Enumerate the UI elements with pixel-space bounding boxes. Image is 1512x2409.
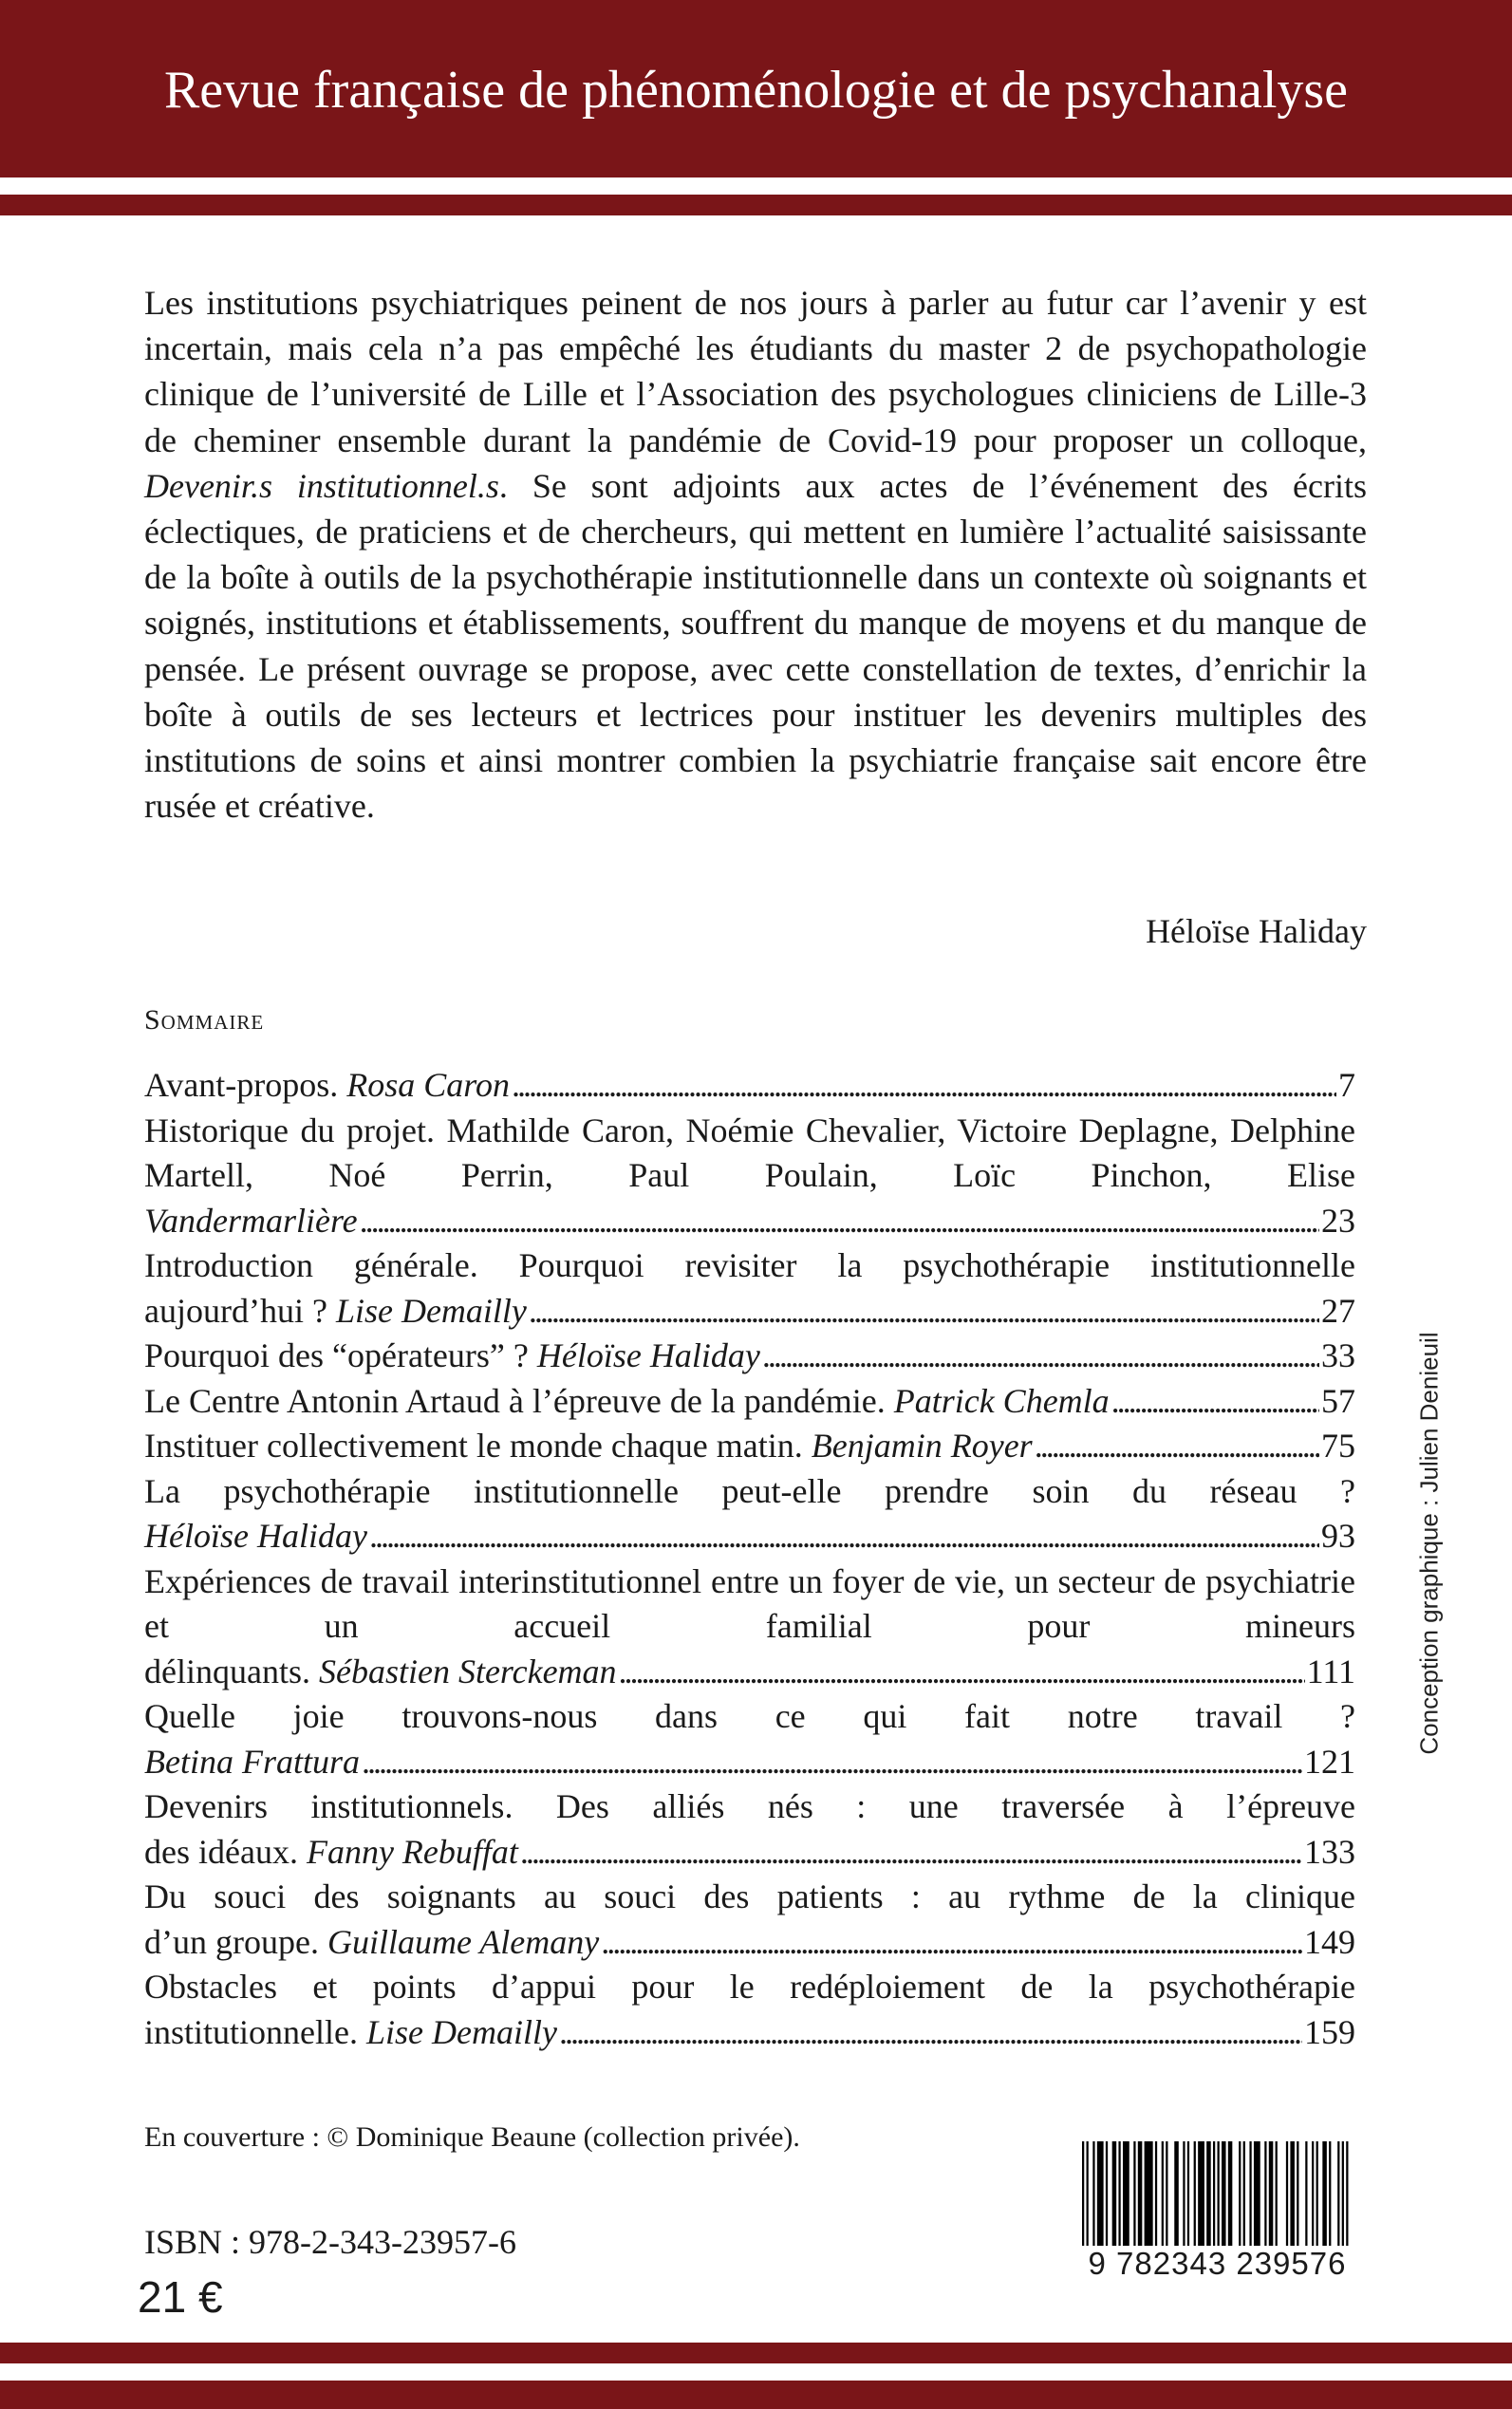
- toc-entry-title: des idéaux.: [144, 1832, 307, 1871]
- barcode-bar: [1087, 2141, 1089, 2253]
- blurb-text-2: . Se sont adjoints aux actes de l’événement des écrits éclectiques, de praticiens et de chercheurs, qui mettent en lumière l’actualité saisissante de la boîte à outils de la psychothérapie institutionnelle dans un contexte où soignants et soignés, institutions et établissements, souffrent du manque de moyens et du manque de pensée. Le présent ouvrage se propose, avec cette constellation de textes, d’enrichir la boîte à outils de ses lecteurs et lectrices pour instituer les devenirs multiples des institutions de soins et ainsi montrer combien la psychiatrie française sait encore être rusée et créative.: [144, 466, 1367, 826]
- toc-entry-text: [144, 1199, 358, 1244]
- toc-entry-text: [144, 1920, 599, 1966]
- toc-entry-author: Sébastien Sterckeman: [318, 1652, 617, 1690]
- toc-entry-author: Rosa Caron: [346, 1066, 510, 1104]
- barcode-bar: [1239, 2141, 1241, 2253]
- toc-entry-line: [144, 1199, 1355, 1244]
- barcode-bar: [1337, 2141, 1339, 2253]
- toc-entry-line: [144, 1334, 1355, 1379]
- toc-entry: [144, 1784, 1355, 1875]
- toc-leader-dots: [520, 1830, 1302, 1876]
- toc-entry-text: [144, 1424, 1033, 1469]
- isbn: ISBN : 978-2-343-23957-6: [144, 2223, 516, 2261]
- barcode-bar: [1123, 2141, 1129, 2253]
- barcode-bar: [1206, 2141, 1211, 2253]
- toc-entry-text: [144, 1063, 510, 1109]
- toc-entry-text: [144, 1379, 1110, 1425]
- toc-entry-heading: Expériences de travail interinstitutionnel entre un foyer de vie, un secteur de psychiatrie et un accueil familial pour mineurs: [144, 1561, 1355, 1645]
- toc-entry-text: [144, 1830, 518, 1876]
- toc-entry-text: [144, 2010, 557, 2056]
- toc-entry-text: [144, 1650, 617, 1695]
- toc-entry-author: Vandermarlière: [144, 1201, 358, 1240]
- barcode-bar: [1145, 2141, 1153, 2253]
- toc-entry-author: Betina Frattura: [144, 1742, 360, 1781]
- barcode-bar: [1106, 2141, 1108, 2253]
- toc-entry-line: [144, 1379, 1355, 1425]
- toc-entry-line: [144, 2010, 1355, 2056]
- toc-page-number: 7: [1338, 1066, 1355, 1104]
- barcode-bar: [1322, 2141, 1327, 2253]
- barcode-bar: [1166, 2141, 1167, 2253]
- toc-entry-line: [144, 1920, 1355, 1966]
- barcode-bar: [1194, 2141, 1196, 2253]
- toc-entry: [144, 1109, 1355, 1244]
- barcode-bar: [1316, 2141, 1318, 2253]
- toc-entry: [144, 1965, 1355, 2055]
- barcode: [1068, 2134, 1367, 2305]
- toc-entry: [144, 1243, 1355, 1334]
- toc-entry: [144, 1379, 1355, 1425]
- toc-entry: [144, 1559, 1355, 1695]
- back-cover-blurb: [144, 280, 1367, 829]
- barcode-bar: [1286, 2141, 1288, 2253]
- toc-entry-line: [144, 1289, 1355, 1335]
- toc-entry-text: [144, 1740, 360, 1785]
- barcode-bars: [1082, 2141, 1353, 2255]
- toc-page-number: 57: [1321, 1381, 1355, 1420]
- toc-entry-line: [144, 1830, 1355, 1876]
- barcode-bar: [1249, 2141, 1251, 2253]
- toc-entry-line: [144, 1650, 1355, 1695]
- barcode-bar: [1269, 2141, 1274, 2253]
- toc-entry-title: aujourd’hui ?: [144, 1291, 336, 1330]
- barcode-bar: [1133, 2141, 1135, 2253]
- barcode-bar: [1290, 2141, 1295, 2253]
- toc-entry-line: [144, 1740, 1355, 1785]
- toc-entry: [144, 1424, 1355, 1469]
- blurb-author: Héloïse Haliday: [1146, 912, 1367, 950]
- toc-leader-dots: [762, 1334, 1319, 1379]
- barcode-bar: [1092, 2141, 1094, 2253]
- footer-divider: [0, 2363, 1512, 2381]
- toc-entry-heading: Historique du projet. Mathilde Caron, Noémie Chevalier, Victoire Deplagne, Delphine Martell, Noé Perrin, Paul Poulain, Loïc Pinchon, Elise: [144, 1111, 1355, 1194]
- barcode-bar: [1254, 2141, 1260, 2253]
- toc-entry-heading: Devenirs institutionnels. Des alliés nés : une traversée à l’épreuve: [144, 1787, 1355, 1825]
- toc-page-number: 27: [1321, 1291, 1355, 1330]
- toc-entry-author: Héloïse Haliday: [536, 1336, 760, 1374]
- toc-entry: [144, 1469, 1355, 1559]
- toc-entry-heading: Quelle joie trouvons-nous dans ce qui fait notre travail ?: [144, 1697, 1355, 1735]
- toc-entry-author: Lise Demailly: [365, 2012, 557, 2051]
- barcode-bar: [1118, 2141, 1120, 2253]
- price: 21 €: [138, 2272, 223, 2322]
- barcode-bar: [1183, 2141, 1185, 2253]
- toc-entry-heading: Du souci des soignants au souci des patients : au rythme de la clinique: [144, 1877, 1355, 1915]
- barcode-bar: [1228, 2141, 1233, 2253]
- toc-entry-author: Guillaume Alemany: [327, 1922, 600, 1961]
- toc-leader-dots: [1111, 1379, 1319, 1425]
- barcode-bar: [1305, 2141, 1307, 2253]
- toc-entry-text: [144, 1514, 367, 1559]
- barcode-bar: [1243, 2141, 1245, 2253]
- barcode-bar: [1346, 2141, 1348, 2253]
- toc-entry-title: Avant-propos.: [144, 1066, 347, 1104]
- barcode-bar: [1097, 2141, 1104, 2253]
- toc-page-number: 111: [1306, 1652, 1355, 1690]
- toc-entry-title: institutionnelle.: [144, 2012, 366, 2051]
- toc-entry-title: délinquants.: [144, 1652, 319, 1690]
- toc-entry-author: Héloïse Haliday: [144, 1517, 367, 1555]
- toc-entry-title: Instituer collectivement le monde chaque matin.: [144, 1427, 812, 1465]
- toc-page-number: 121: [1304, 1742, 1355, 1781]
- barcode-bar: [1297, 2141, 1298, 2253]
- toc-leader-dots: [601, 1920, 1302, 1966]
- barcode-bar: [1218, 2141, 1220, 2253]
- barcode-bar: [1264, 2141, 1266, 2253]
- toc-entry-title: Le Centre Antonin Artaud à l’épreuve de la pandémie.: [144, 1381, 894, 1420]
- toc-entry-author: Patrick Chemla: [893, 1381, 1110, 1420]
- toc-page-number: 149: [1304, 1922, 1355, 1961]
- toc-leader-dots: [369, 1514, 1319, 1559]
- barcode-bar: [1213, 2141, 1215, 2253]
- toc-leader-dots: [512, 1063, 1336, 1109]
- toc-entry-author: Benjamin Royer: [811, 1427, 1033, 1465]
- toc-entry-title: d’un groupe.: [144, 1922, 327, 1961]
- blurb-text-1: Les institutions psychiatriques peinent de nos jours à parler au futur car l’avenir y est incertain, mais cela n’a pas empêché les étudiants du master 2 de psychopathologie clinique de l’université de Lille et l’Association des psychologues cliniciens de Lille-3 de cheminer ensemble durant la pandémie de Covid-19 pour proposer un colloque,: [144, 284, 1367, 459]
- barcode-bar: [1276, 2141, 1278, 2253]
- barcode-bar: [1174, 2141, 1179, 2253]
- footer-band: [0, 2381, 1512, 2409]
- barcode-bar: [1312, 2141, 1314, 2253]
- toc-page-number: 75: [1321, 1427, 1355, 1465]
- header-stripe: [0, 195, 1512, 215]
- toc-page-number: 33: [1321, 1336, 1355, 1374]
- toc-entry: [144, 1063, 1355, 1109]
- barcode-bar: [1138, 2141, 1143, 2253]
- toc-entry-heading: Introduction générale. Pourquoi revisiter la psychothérapie institutionnelle: [144, 1246, 1355, 1284]
- blurb-book-title: Devenir.s institutionnel.s: [144, 466, 499, 505]
- barcode-bar: [1112, 2141, 1117, 2253]
- toc-entry-title: Pourquoi des “opérateurs” ?: [144, 1336, 537, 1374]
- toc-entry-heading: Obstacles et points d’appui pour le redéploiement de la psychothérapie: [144, 1968, 1355, 2006]
- toc-entry-text: [144, 1334, 760, 1379]
- barcode-bar: [1342, 2141, 1344, 2253]
- barcode-bar: [1155, 2141, 1157, 2253]
- toc-page-number: 23: [1321, 1201, 1355, 1240]
- cover-credit: En couverture : © Dominique Beaune (collection privée).: [144, 2121, 800, 2153]
- toc-leader-dots: [362, 1740, 1302, 1785]
- toc-entry-author: Lise Demailly: [335, 1291, 527, 1330]
- toc-leader-dots: [559, 2010, 1302, 2056]
- barcode-bar: [1162, 2141, 1164, 2253]
- graphic-design-text: Conception graphique : Julien Denieuil: [1414, 1332, 1444, 1755]
- toc-entry: [144, 1875, 1355, 1965]
- barcode-digits: 9 782343 239576: [1068, 2246, 1367, 2282]
- barcode-bar: [1198, 2141, 1204, 2253]
- blurb-paragraph: [144, 280, 1367, 829]
- barcode-bar: [1187, 2141, 1189, 2253]
- toc-page-number: 93: [1321, 1517, 1355, 1555]
- toc-entry-line: [144, 1063, 1355, 1109]
- header-divider: [0, 177, 1512, 195]
- journal-title: Revue française de phénoménologie et de psychanalyse: [163, 61, 1349, 120]
- barcode-bar: [1082, 2141, 1084, 2253]
- toc-entry-line: [144, 1514, 1355, 1559]
- table-of-contents: [144, 1063, 1355, 2055]
- toc-leader-dots: [529, 1289, 1319, 1335]
- toc-leader-dots: [360, 1199, 1319, 1244]
- barcode-bar: [1222, 2141, 1226, 2253]
- header-band: [0, 0, 1512, 177]
- toc-entry-text: [144, 1289, 527, 1335]
- toc-page-number: 159: [1304, 2012, 1355, 2051]
- toc-entry-author: Fanny Rebuffat: [306, 1832, 518, 1871]
- barcode-bar: [1329, 2141, 1331, 2253]
- toc-leader-dots: [1035, 1424, 1319, 1469]
- toc-entry-heading: La psychothérapie institutionnelle peut-elle prendre soin du réseau ?: [144, 1471, 1355, 1510]
- toc-entry: [144, 1694, 1355, 1784]
- toc-entry: [144, 1334, 1355, 1379]
- sommaire-heading: Sommaire: [144, 1004, 265, 1036]
- toc-entry-line: [144, 1424, 1355, 1469]
- footer-stripe: [0, 2343, 1512, 2363]
- toc-page-number: 133: [1304, 1832, 1355, 1871]
- toc-leader-dots: [619, 1650, 1305, 1695]
